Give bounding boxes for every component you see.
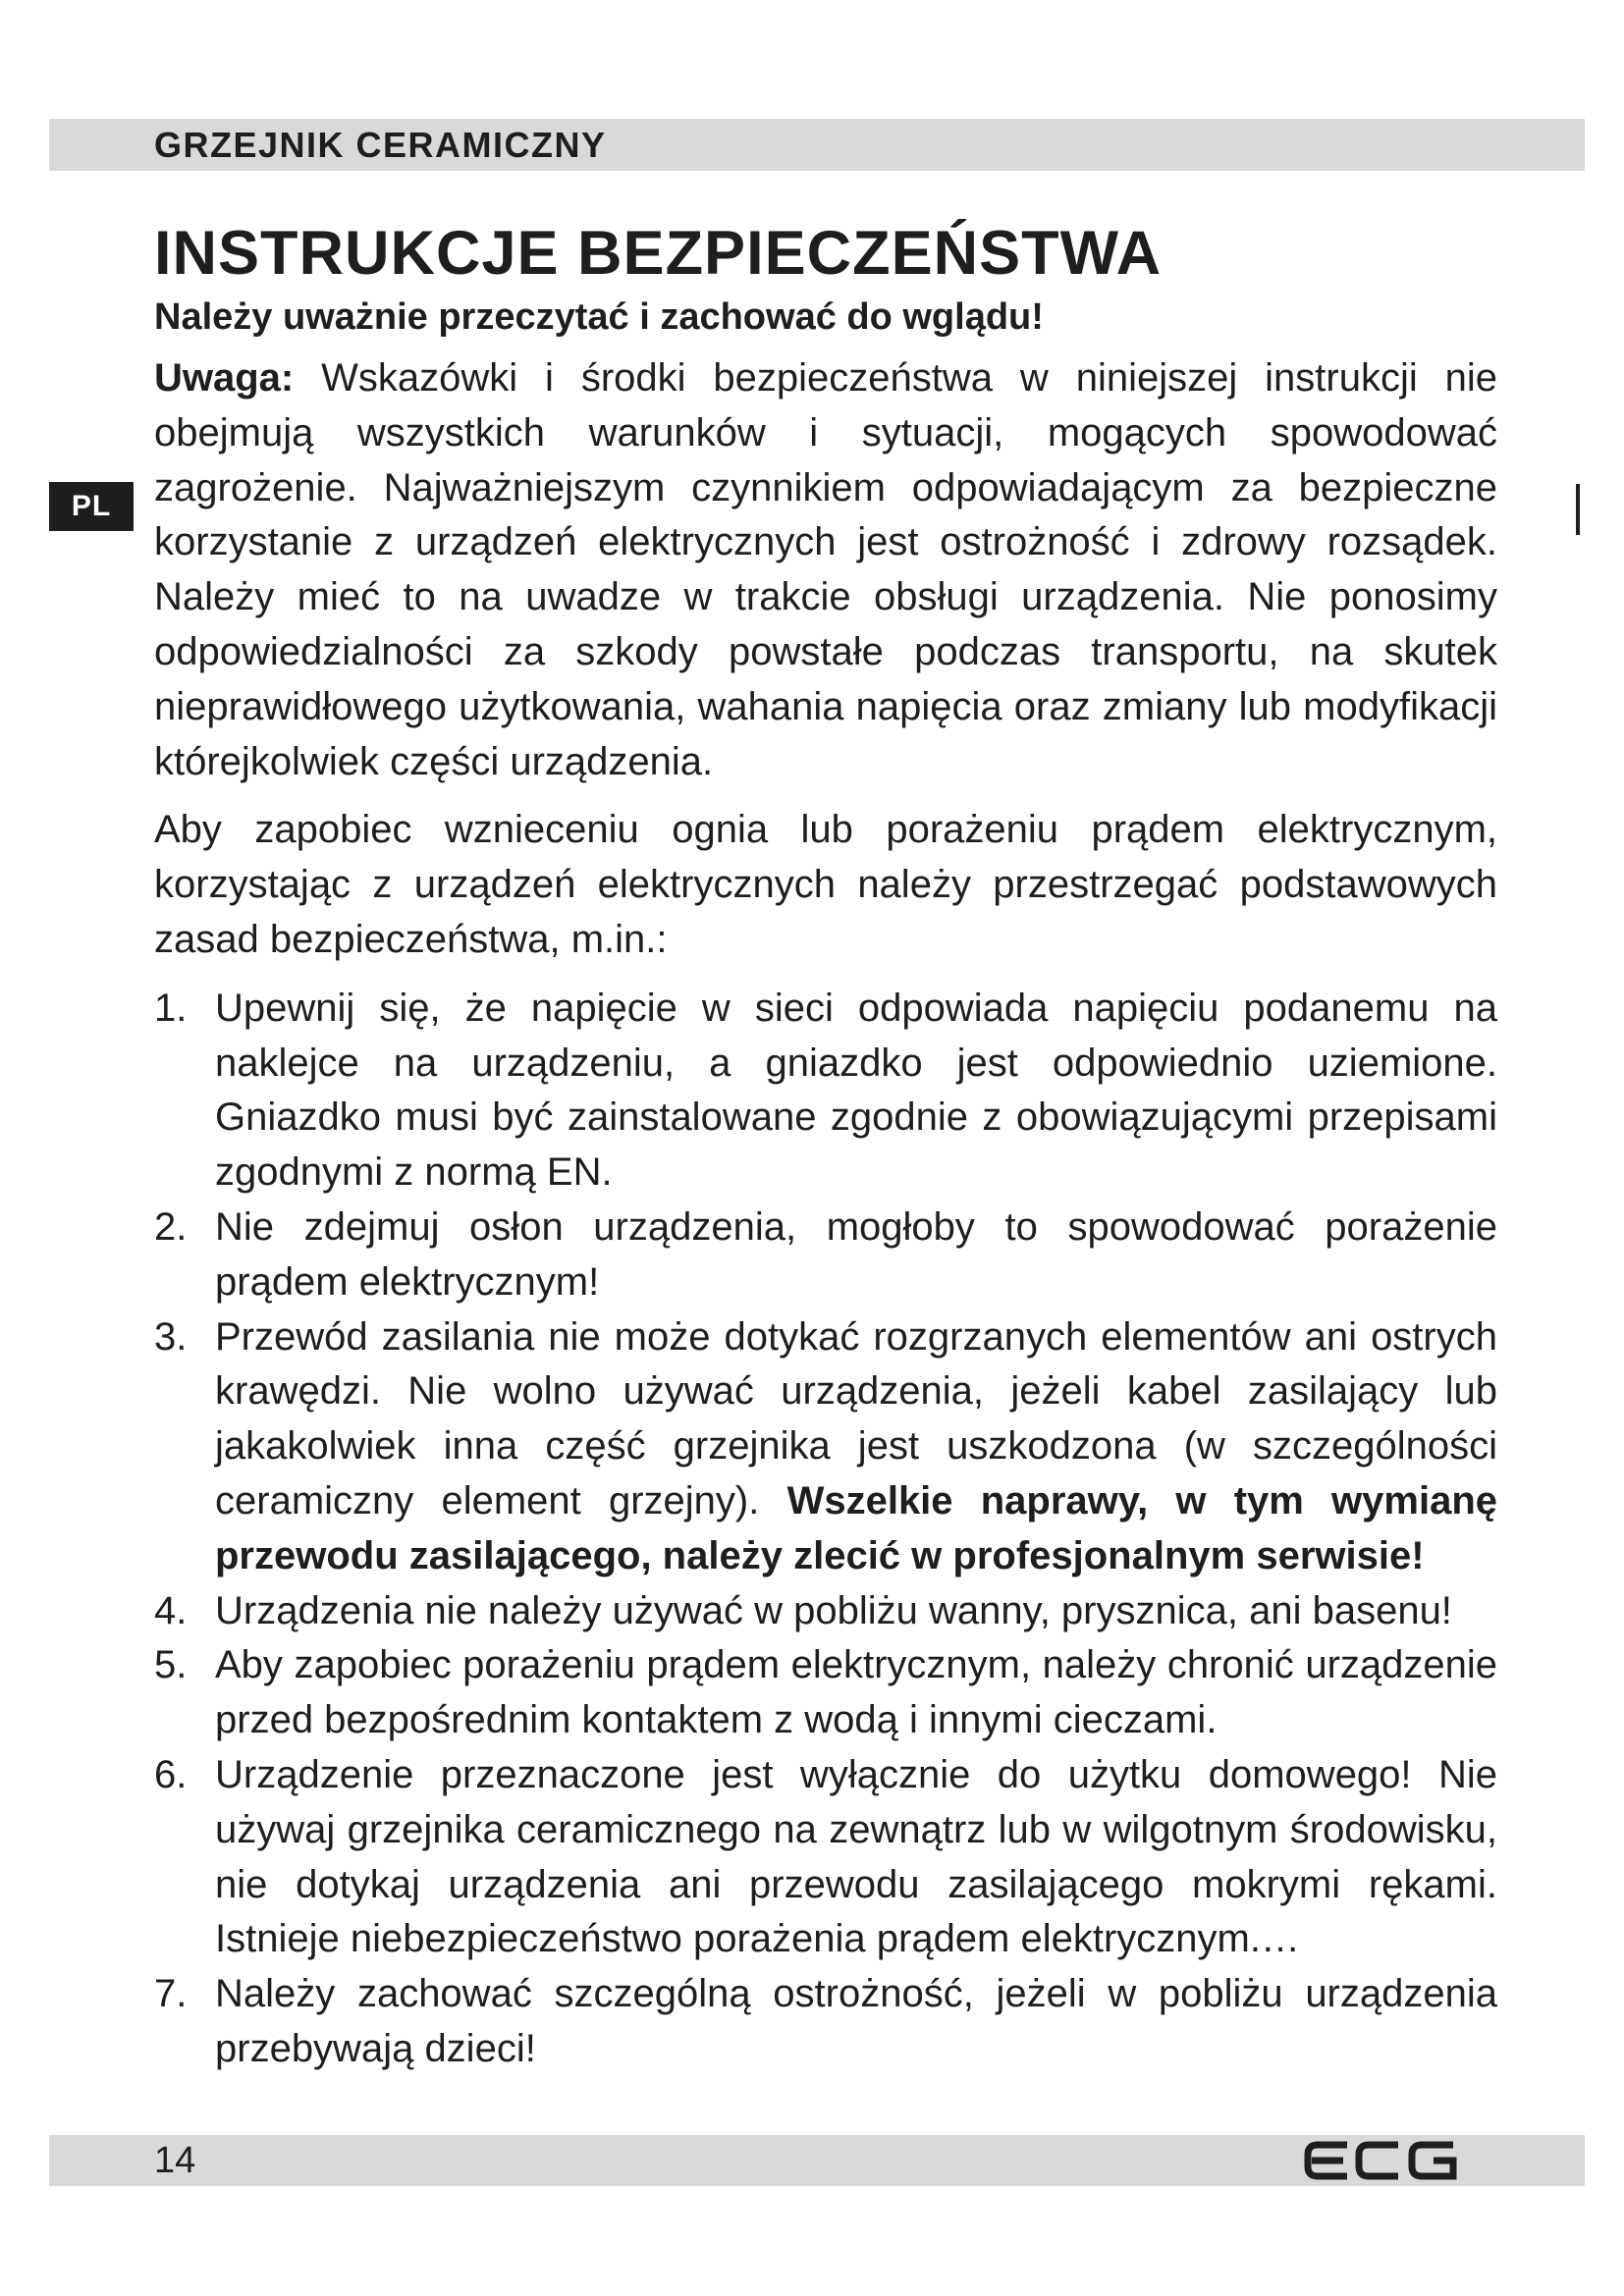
warning-text: Wskazówki i środki bezpieczeństwa w niniejszej instrukcji nie obejmują wszystkich warunków i sytuacji, mogących spowodować zagrożenie. Najważniejszym czynnikiem odpowiadającym za bezpieczne korzystanie z urządzeń elektrycznych jest ostrożność i zdrowy rozsądek. Należy mieć to na uwadze w trakcie obsługi urządzenia. Nie ponosimy odpowiedzialności za szkody powstałe podczas transportu, na skutek nieprawidłowego użytkowania, wahania napięcia oraz zmiany lub modyfikacji którejkolwiek części urządzenia.	[154, 356, 1497, 783]
list-item-number: 2.	[154, 1204, 188, 1249]
list-item	[154, 1967, 1497, 2077]
list-item-number: 5.	[154, 1643, 188, 1687]
page-number: 14	[154, 2140, 196, 2181]
list-item-text: Aby zapobiec porażeniu prądem elektrycznym, należy chronić urządzenie przed bezpośrednim kontaktem z wodą i innymi cieczami.	[215, 1643, 1497, 1742]
list-item-text: Upewnij się, że napięcie w sieci odpowiada napięciu podanemu na naklejce na urządzeniu, a gniazdko jest odpowiednio uziemione. Gniazdko musi być zainstalowane zgodnie z obowiązującymi przepisami zgodnymi z normą EN.	[215, 986, 1497, 1195]
language-badge: PL	[49, 482, 134, 531]
list-item-number: 6.	[154, 1752, 188, 1796]
list-item-text: Przewód zasilania nie może dotykać rozgrzanych elementów ani ostrych krawędzi. Nie wolno używać urządzenia, jeżeli kabel zasilający lub jakakolwiek inna część grzejnika jest uszkodzona (w szczególności ceramiczny element grzejny).	[215, 1314, 1497, 1522]
safety-rules-list	[154, 982, 1497, 2077]
margin-mark	[1576, 484, 1580, 535]
page-content	[154, 214, 1497, 2077]
list-item	[154, 982, 1497, 1201]
list-item	[154, 1201, 1497, 1310]
list-item-number: 3.	[154, 1314, 188, 1359]
list-item-text: Urządzenia nie należy używać w pobliżu wanny, prysznica, ani basenu!	[215, 1588, 1452, 1632]
page-subtitle: Należy uważnie przeczytać i zachować do wglądu!	[154, 296, 1044, 338]
list-item-number: 4.	[154, 1588, 188, 1632]
list-item-number: 7.	[154, 1972, 188, 2016]
list-item-number: 1.	[154, 986, 188, 1030]
page-title: INSTRUKCJE BEZPIECZEŃSTWA	[154, 219, 1163, 288]
brand-logo-letter-c	[1359, 2145, 1398, 2176]
brand-logo	[1304, 2139, 1461, 2182]
list-item-text: Urządzenie przeznaczone jest wyłącznie do użytku domowego! Nie używaj grzejnika ceramicznego na zewnątrz lub w wilgotnym środowisku, nie dotykaj urządzenia ani przewodu zasilającego mokrymi rękami. Istnieje niebezpieczeństwo porażenia prądem elektrycznym.…	[215, 1752, 1497, 1961]
list-item	[154, 1638, 1497, 1748]
intro-paragraph: Aby zapobiec wznieceniu ognia lub porażeniu prądem elektrycznym, korzystając z urządzeń elektrycznych należy przestrzegać podstawowych zasad bezpieczeństwa, m.in.:	[154, 808, 1497, 961]
header-product-title: GRZEJNIK CERAMICZNY	[154, 125, 607, 165]
list-item-text: Należy zachować szczególną ostrożność, jeżeli w pobliżu urządzenia przebywają dzieci!	[215, 1972, 1497, 2070]
warning-paragraph	[154, 351, 1497, 789]
list-item	[154, 1748, 1497, 1967]
list-item	[154, 1584, 1497, 1639]
warning-label: Uwaga:	[154, 356, 295, 400]
brand-logo-letter-g	[1412, 2145, 1453, 2176]
list-item	[154, 1310, 1497, 1584]
list-item-emphasis: Wszelkie naprawy, w tym wymianę przewodu zasilającego, należy zlecić w profesjonalnym serwisie!	[215, 1478, 1498, 1577]
list-item-text: Nie zdejmuj osłon urządzenia, mogłoby to spowodować porażenie prądem elektrycznym!	[215, 1204, 1497, 1304]
